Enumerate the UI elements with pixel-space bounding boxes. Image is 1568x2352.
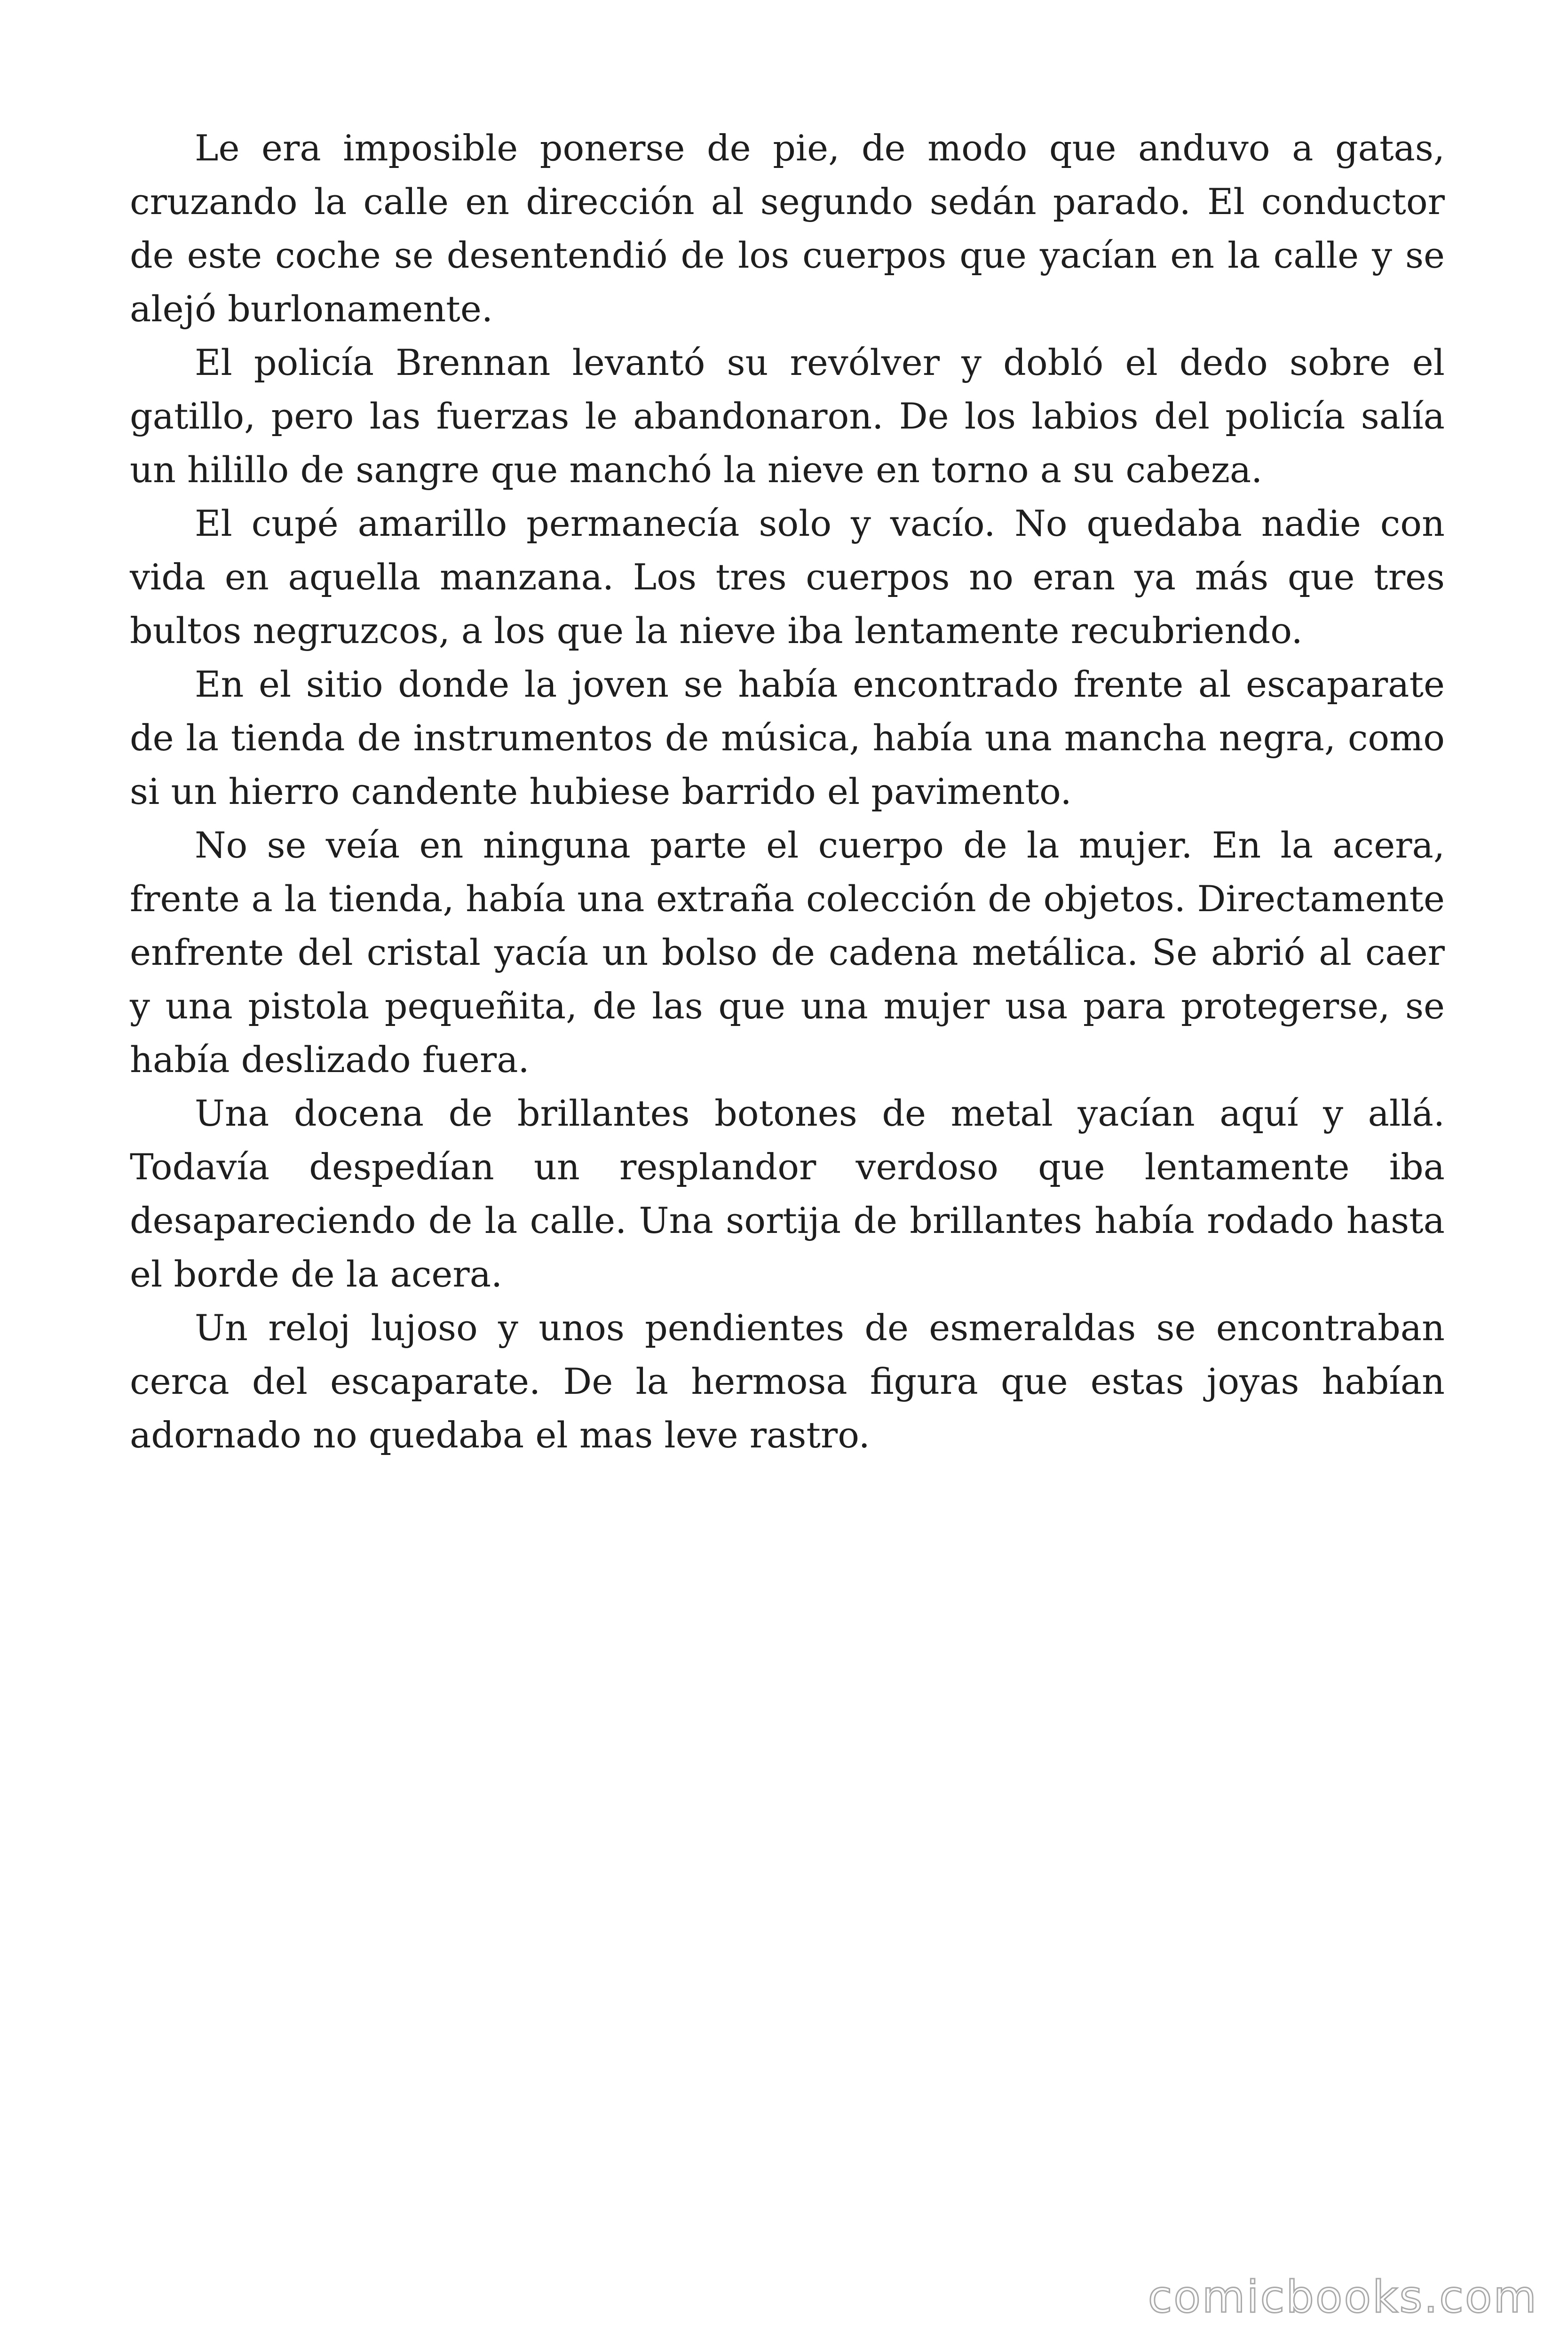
body-text (130, 121, 1445, 1462)
paragraph: En el sitio donde la joven se había encontrado frente al escaparate de la tienda de instrumentos de música, había una mancha negra, como si un hierro candente hubiese barrido el pavimento. (130, 663, 1445, 812)
paragraph: No se veía en ninguna parte el cuerpo de la mujer. En la acera, frente a la tienda, había una extraña colección de objetos. Directamente enfrente del cristal yacía un bolso de cadena metálica. Se abrió al caer y una pistola pequeñita, de las que una mujer usa para protegerse, se había deslizado fuera. (130, 824, 1445, 1081)
paragraph: Una docena de brillantes botones de metal yacían aquí y allá. Todavía despedían un resplandor verdoso que lentamente iba desapareciendo de la calle. Una sortija de brillantes había rodado hasta el borde de la acera. (130, 1092, 1445, 1295)
paragraph: El policía Brennan levantó su revólver y dobló el dedo sobre el gatillo, pero las fuerzas le abandonaron. De los labios del policía salía un hilillo de sangre que manchó la nieve en torno a su cabeza. (130, 342, 1445, 491)
watermark: comicbooks.com (1148, 2272, 1538, 2323)
paragraph: Le era imposible ponerse de pie, de modo que anduvo a gatas, cruzando la calle en dirección al segundo sedán parado. El conductor de este coche se desentendió de los cuerpos que yacían en la calle y se alejó burlonamente. (130, 127, 1445, 330)
paragraph: Un reloj lujoso y unos pendientes de esmeraldas se encontraban cerca del escaparate. De la hermosa figura que estas joyas habían adornado no quedaba el mas leve rastro. (130, 1307, 1445, 1456)
paragraph: El cupé amarillo permanecía solo y vacío. No quedaba nadie con vida en aquella manzana. Los tres cuerpos no eran ya más que tres bultos negruzcos, a los que la nieve iba lentamente recubriendo. (130, 502, 1445, 652)
